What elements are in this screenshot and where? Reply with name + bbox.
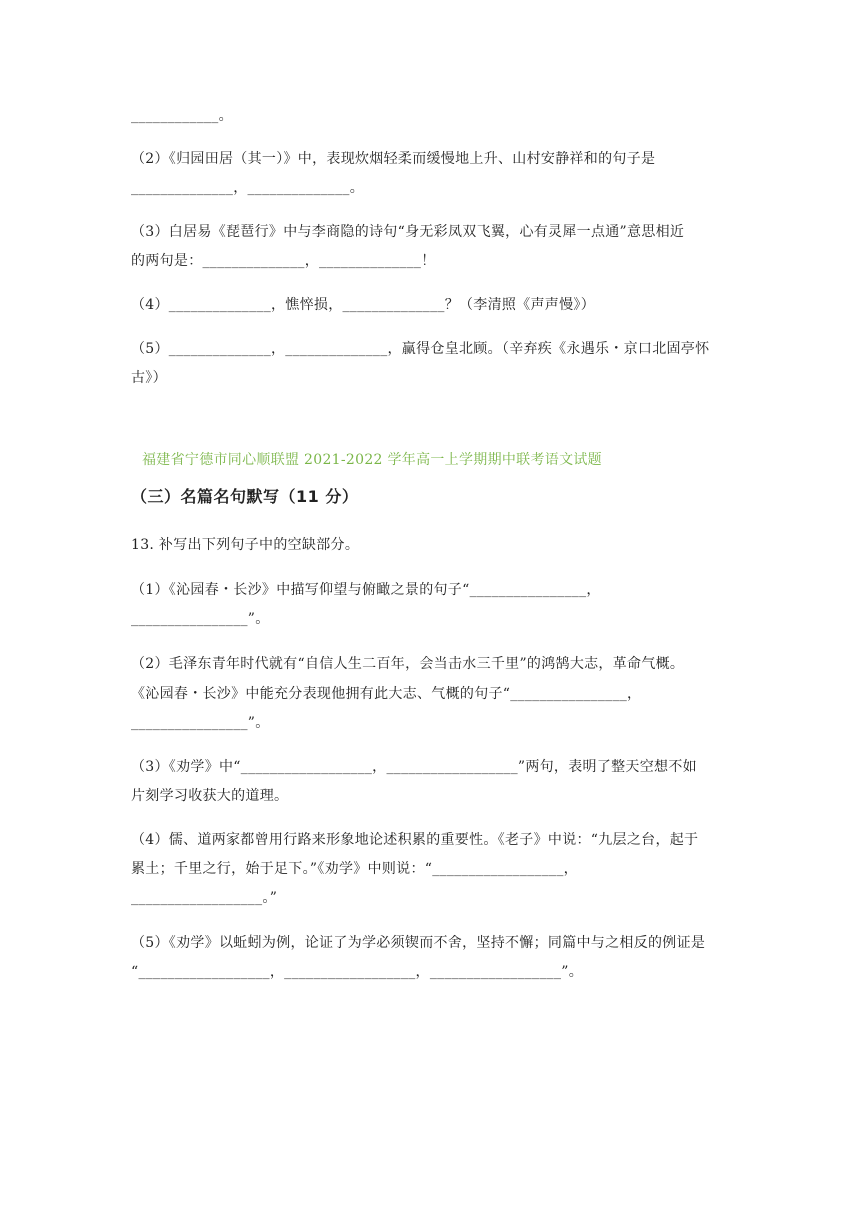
q13-item-2-cont: 《沁园春・长沙》中能充分表现他拥有此大志、气概的句子“________________， (131, 686, 642, 702)
q13-item-3: （3）《劝学》中“__________________，__________________”两句，表明了整天空想不如 (131, 759, 697, 775)
question-item-2-blanks: ______________，______________。 (131, 180, 364, 196)
question-item-5-cont: 古》） (131, 370, 167, 386)
question-item-4: （4）______________，憔悴损，______________？（李清照《声声慢》） (131, 297, 596, 313)
question-item-3: （3）白居易《琵琶行》中与李商隐的诗句“身无彩凤双飞翼，心有灵犀一点通”意思相近 (131, 224, 685, 240)
question-item-3-cont: 的两句是：______________，______________！ (131, 253, 436, 269)
question-item-2: （2）《归园田居（其一）》中，表现炊烟轻柔而缓慢地上升、山村安静祥和的句子是 (131, 151, 656, 167)
q13-item-1: （1）《沁园春・长沙》中描写仰望与俯瞰之景的句子“________________， (131, 582, 601, 598)
q13-item-4-blanks: __________________。” (131, 890, 278, 906)
q13-item-5-blanks: “__________________，__________________，__________________”。 (131, 964, 584, 980)
q13-item-2: （2）毛泽东青年时代就有“自信人生二百年，会当击水三千里”的鸿鹄大志，革命气概。 (131, 656, 685, 672)
section-heading: （三）名篇名句默写（11 分） (131, 487, 359, 506)
q13-item-4: （4）儒、道两家都曾用行路来形象地论述积累的重要性。《老子》中说：“九层之台，起于 (131, 832, 699, 848)
q13-item-4-cont: 累土；千里之行，始于足下。”《劝学》中则说：“__________________， (131, 861, 578, 877)
question-item-5: （5）______________，______________，赢得仓皇北顾。（辛弃疾《永遇乐・京口北固亭怀 (131, 341, 710, 357)
question-13: 13. 补写出下列句子中的空缺部分。 (131, 537, 360, 553)
q13-item-5: （5）《劝学》以蚯蚓为例，论证了为学必须锲而不舍，坚持不懈；同篇中与之相反的例证是 (131, 935, 706, 951)
fill-blank-line: ____________。 (131, 108, 233, 124)
q13-item-2-blanks: ________________”。 (131, 715, 270, 731)
q13-item-3-cont: 片刻学习收获大的道理。 (131, 788, 289, 804)
source-title: 福建省宁德市同心顺联盟 2021-2022 学年高一上学期期中联考语文试题 (142, 452, 602, 468)
q13-item-1-cont: ________________”。 (131, 611, 270, 627)
